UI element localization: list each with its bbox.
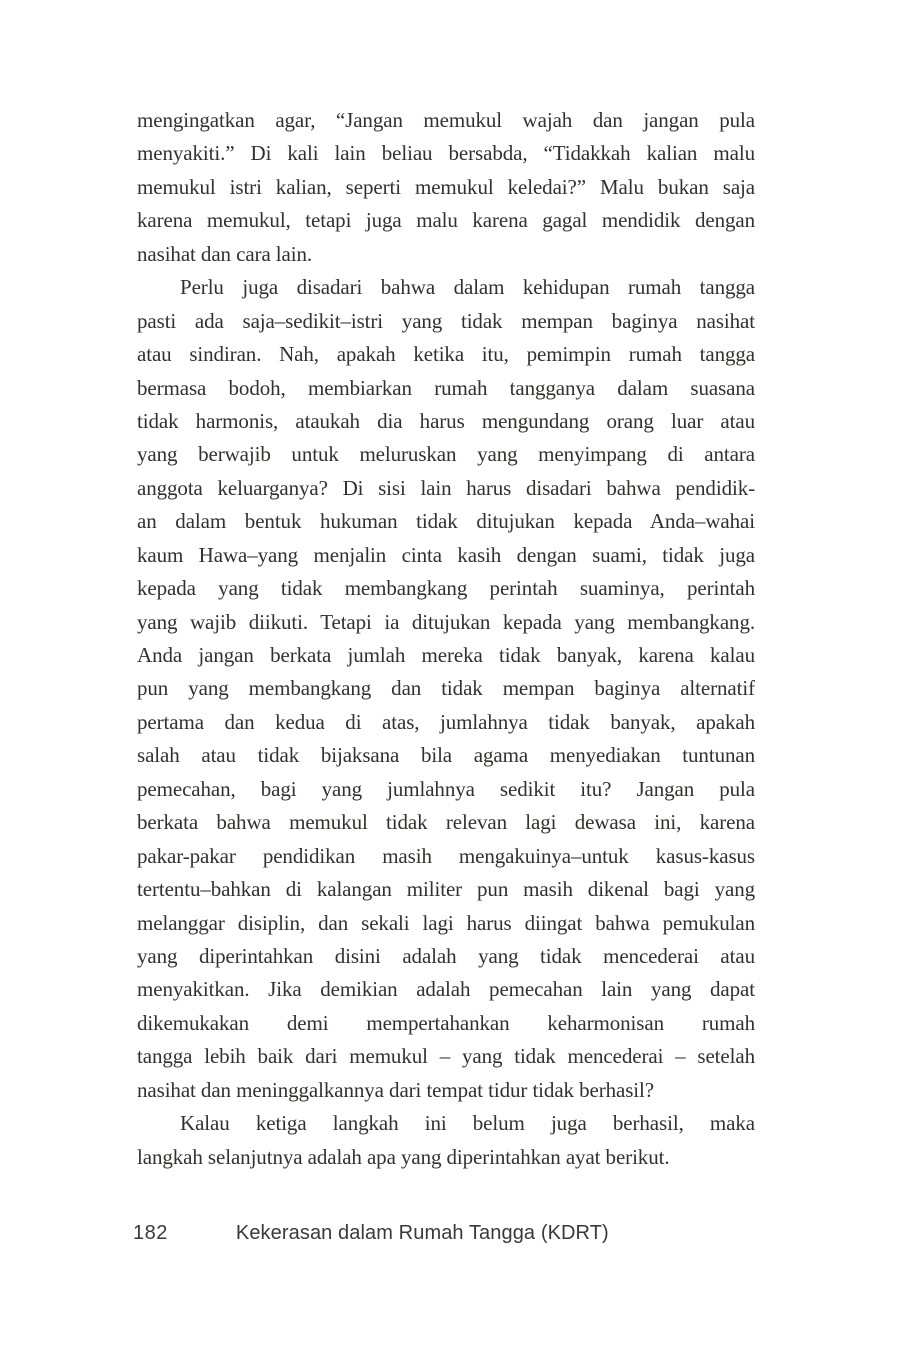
text-line: Perlu juga disadari bahwa dalam kehidupan rumah tangga xyxy=(180,275,755,300)
text-line: langkah selanjutnya adalah apa yang diperintahkan ayat berikut. xyxy=(137,1144,670,1169)
text-line: Kalau ketiga langkah ini belum juga berhasil, maka xyxy=(180,1111,755,1136)
text-line: memukul istri kalian, seperti memukul keledai?” Malu bukan saja xyxy=(137,174,755,199)
text-line: pemecahan, bagi yang jumlahnya sedikit itu? Jangan pula xyxy=(137,776,755,801)
text-line: pakar-pakar pendidikan masih mengakuinya–untuk kasus-kasus xyxy=(137,843,755,868)
text-line: pertama dan kedua di atas, jumlahnya tidak banyak, apakah xyxy=(137,709,755,734)
text-line: tertentu–bahkan di kalangan militer pun masih dikenal bagi yang xyxy=(137,877,755,902)
text-line: tangga lebih baik dari memukul – yang tidak mencederai – setelah xyxy=(137,1044,755,1069)
text-line: Anda jangan berkata jumlah mereka tidak banyak, karena kalau xyxy=(137,643,755,667)
text-line: salah atau tidak bijaksana bila agama menyediakan tuntunan xyxy=(137,743,755,768)
text-line: kaum Hawa–yang menjalin cinta kasih dengan suami, tidak juga xyxy=(137,542,755,567)
text-line: atau sindiran. Nah, apakah ketika itu, pemimpin rumah tangga xyxy=(137,342,755,367)
page-footer xyxy=(133,1222,773,1245)
text-line: melanggar disiplin, dan sekali lagi harus diingat bahwa pemukulan xyxy=(137,910,755,935)
text-line: yang diperintahkan disini adalah yang tidak mencederai atau xyxy=(137,943,755,968)
paragraph xyxy=(137,104,755,271)
page-number: 182 xyxy=(133,1222,168,1244)
running-title: Kekerasan dalam Rumah Tangga (KDRT) xyxy=(235,1222,609,1244)
text-line: menyakiti.” Di kali lain beliau bersabda, “Tidakkah kalian malu xyxy=(137,141,755,166)
text-line: kepada yang tidak membangkang perintah suaminya, perintah xyxy=(137,576,755,601)
text-line: pasti ada saja–sedikit–istri yang tidak mempan baginya nasihat xyxy=(137,308,755,333)
page-body-text xyxy=(137,104,755,1174)
text-line: tidak harmonis, ataukah dia harus mengundang orang luar atau xyxy=(137,408,755,433)
text-line: anggota keluarganya? Di sisi lain harus disadari bahwa pendidik- xyxy=(137,475,755,500)
text-line: bermasa bodoh, membiarkan rumah tangganya dalam suasana xyxy=(137,375,755,400)
text-line: berkata bahwa memukul tidak relevan lagi dewasa ini, karena xyxy=(137,810,755,835)
paragraph xyxy=(137,1107,755,1174)
text-line: an dalam bentuk hukuman tidak ditujukan kepada Anda–wahai xyxy=(137,509,755,534)
paragraph xyxy=(137,271,755,1107)
text-line: karena memukul, tetapi juga malu karena gagal mendidik dengan xyxy=(137,208,755,233)
text-line: nasihat dan meninggalkannya dari tempat tidur tidak berhasil? xyxy=(137,1077,654,1102)
text-line: mengingatkan agar, “Jangan memukul wajah dan jangan pula xyxy=(137,108,755,132)
text-line: pun yang membangkang dan tidak mempan baginya alternatif xyxy=(137,676,755,701)
text-line: yang berwajib untuk meluruskan yang menyimpang di antara xyxy=(137,442,755,467)
text-line: dikemukakan demi mempertahankan keharmonisan rumah xyxy=(137,1010,755,1035)
text-line: yang wajib diikuti. Tetapi ia ditujukan kepada yang membangkang. xyxy=(137,609,755,634)
text-line: menyakitkan. Jika demikian adalah pemecahan lain yang dapat xyxy=(137,977,755,1002)
text-line: nasihat dan cara lain. xyxy=(137,241,313,266)
